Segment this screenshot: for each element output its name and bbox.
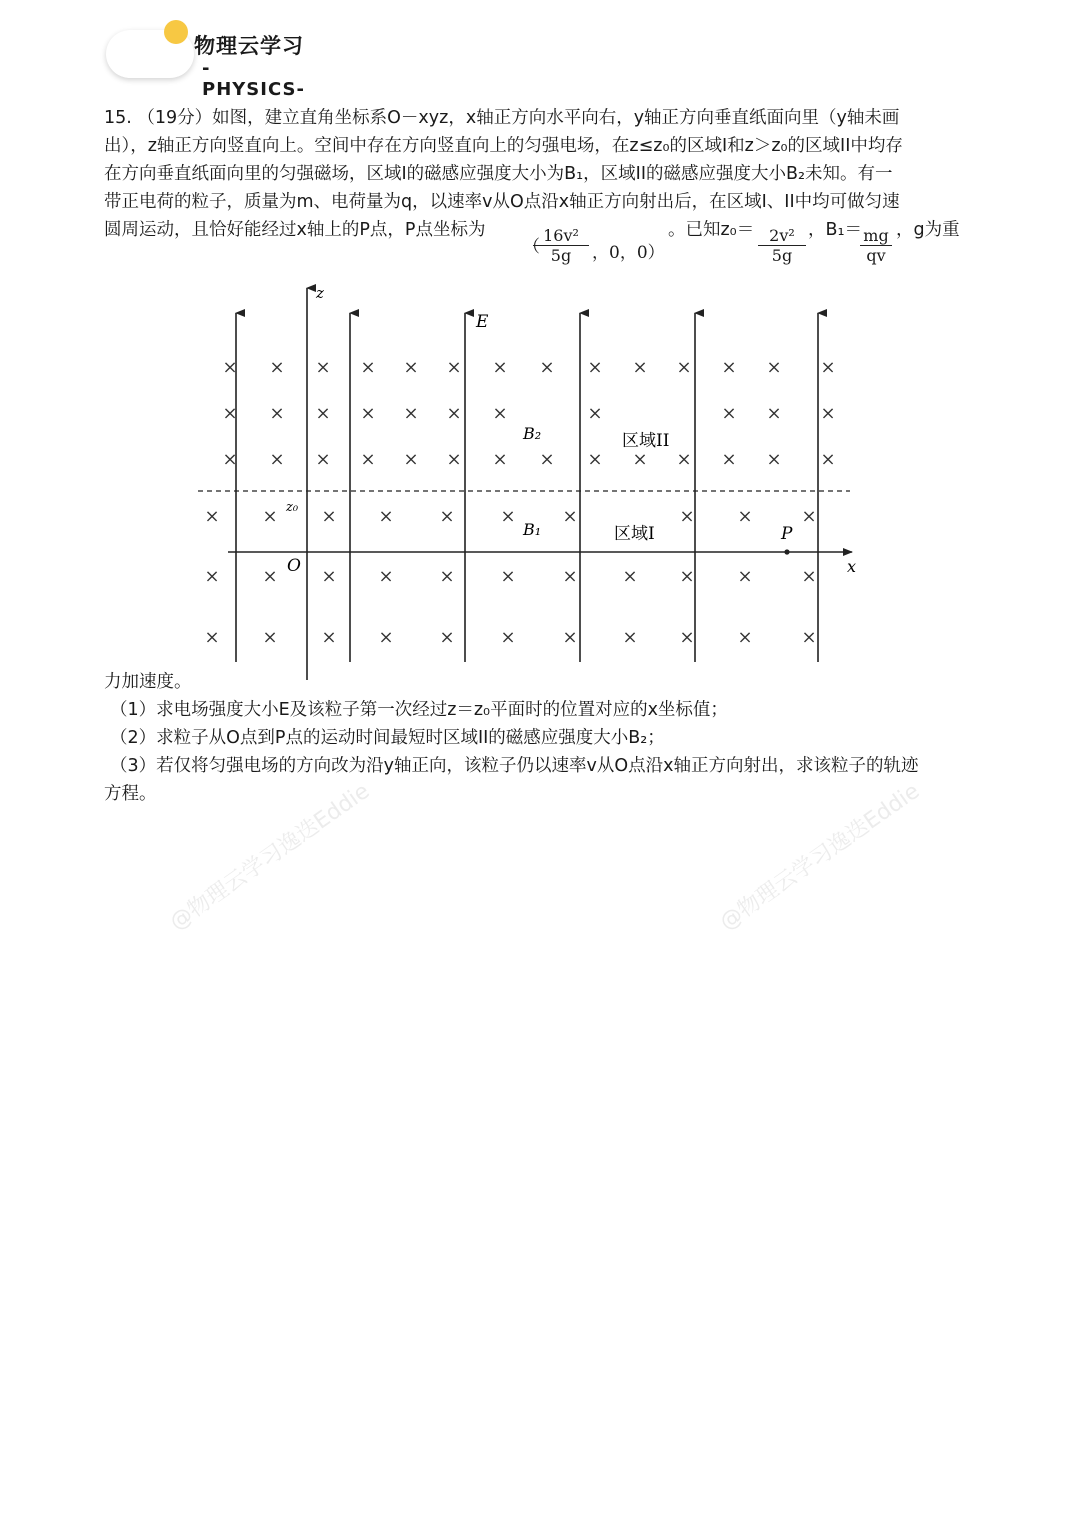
field-cross: × <box>801 627 817 648</box>
field-cross: × <box>222 403 238 424</box>
field-cross: × <box>820 449 836 470</box>
field-cross: × <box>562 627 578 648</box>
field-cross: × <box>766 357 782 378</box>
field-cross: × <box>378 566 394 587</box>
point-p <box>784 549 789 554</box>
z0-num: 2v² <box>758 226 806 246</box>
field-cross: × <box>315 403 331 424</box>
field-cross: × <box>262 627 278 648</box>
field-cross: × <box>439 627 455 648</box>
bulb-icon <box>164 20 188 44</box>
field-cross: × <box>500 506 516 527</box>
field-cross: × <box>262 566 278 587</box>
subquestion-2: （2）求粒子从O点到P点的运动时间最短时区域II的磁感应强度大小B₂； <box>110 728 665 748</box>
field-cross: × <box>321 627 337 648</box>
field-cross: × <box>721 403 737 424</box>
field-cross: × <box>820 403 836 424</box>
field-cross: × <box>492 403 508 424</box>
field-cross: × <box>439 506 455 527</box>
field-cross: × <box>262 506 278 527</box>
question-continuation <box>104 668 1004 808</box>
subquestion-3: （3）若仅将匀强电场的方向改为沿y轴正向，该粒子仍以速率v从O点沿x轴正方向射出，求该粒子的轨迹 <box>110 756 919 776</box>
field-cross: × <box>204 627 220 648</box>
field-cross: × <box>360 449 376 470</box>
field-cross: × <box>446 449 462 470</box>
field-cross: × <box>315 449 331 470</box>
p-coord-num: 16v² <box>533 226 589 246</box>
field-cross: × <box>679 627 695 648</box>
label-e: E <box>476 312 489 332</box>
field-cross: × <box>222 449 238 470</box>
subquestion-3-cont: 方程。 <box>104 784 157 804</box>
field-cross: × <box>492 449 508 470</box>
field-cross: × <box>539 357 555 378</box>
z0-fraction <box>758 226 806 265</box>
field-cross: × <box>562 506 578 527</box>
field-cross: × <box>321 506 337 527</box>
label-region-1: 区域I <box>614 524 655 544</box>
field-cross: × <box>204 566 220 587</box>
field-cross: × <box>321 566 337 587</box>
field-cross: × <box>679 566 695 587</box>
logo <box>106 20 306 100</box>
field-cross: × <box>204 506 220 527</box>
field-cross: × <box>315 357 331 378</box>
field-cross: × <box>378 627 394 648</box>
field-cross: × <box>403 403 419 424</box>
field-cross: × <box>766 449 782 470</box>
line5-tail: 。已知z₀＝ <box>668 220 755 240</box>
z0-den: 5g <box>771 246 793 265</box>
field-cross: × <box>801 506 817 527</box>
label-z0: z₀ <box>286 500 299 515</box>
subquestion-1: （1）求电场强度大小E及该粒子第一次经过z＝z₀平面时的位置对应的x坐标值； <box>110 700 728 720</box>
field-cross: × <box>622 566 638 587</box>
field-cross: × <box>587 403 603 424</box>
field-cross: × <box>622 627 638 648</box>
field-cross: × <box>500 627 516 648</box>
b1-num: mg <box>860 226 892 246</box>
field-cross: × <box>587 449 603 470</box>
field-cross: × <box>676 449 692 470</box>
p-coord-open: （ <box>523 237 540 257</box>
field-cross: × <box>539 449 555 470</box>
field-cross: × <box>562 566 578 587</box>
label-region-2: 区域II <box>622 431 670 451</box>
watermark: @物理云学习逸迭Eddie <box>715 778 925 936</box>
label-x: x <box>847 557 857 576</box>
field-cross: × <box>360 357 376 378</box>
field-cross: × <box>679 506 695 527</box>
p-coord-fraction <box>533 226 589 265</box>
field-cross: × <box>492 357 508 378</box>
field-cross: × <box>269 403 285 424</box>
field-cross: × <box>403 449 419 470</box>
field-cross: × <box>446 357 462 378</box>
b1-fraction <box>860 226 892 265</box>
logo-title: 物理云学习 <box>194 34 304 58</box>
field-cross: × <box>676 357 692 378</box>
field-cross: × <box>737 627 753 648</box>
continuation-line: 力加速度。 <box>104 672 192 692</box>
field-cross: × <box>360 403 376 424</box>
label-b2: B₂ <box>523 424 542 443</box>
g-tail: ，g为重 <box>896 220 960 240</box>
field-cross: × <box>587 357 603 378</box>
field-cross: × <box>766 403 782 424</box>
label-b1: B₁ <box>523 520 542 539</box>
b1-den: qv <box>866 246 886 265</box>
question-line: 在方向垂直纸面向里的匀强磁场，区域I的磁感应强度大小为B₁，区域II的磁感应强度大小B₂未知。有一 <box>104 164 893 184</box>
field-cross: × <box>269 449 285 470</box>
question-line: 15. （19分）如图，建立直角坐标系O－xyz，x轴正方向水平向右，y轴正方向垂直纸面向里（y轴未画 <box>104 108 900 128</box>
field-cross: × <box>222 357 238 378</box>
b1-prefix: ，B₁＝ <box>808 220 863 240</box>
field-cross: × <box>737 566 753 587</box>
field-cross: × <box>269 357 285 378</box>
field-diagram <box>190 280 870 685</box>
field-cross: × <box>820 357 836 378</box>
field-cross: × <box>721 449 737 470</box>
magnetic-field-crosses <box>204 357 835 648</box>
label-p: P <box>781 524 793 544</box>
field-cross: × <box>632 449 648 470</box>
label-z: z <box>316 284 324 302</box>
question-line: 带正电荷的粒子，质量为m、电荷量为q，以速率v从O点沿x轴正方向射出后，在区域I、II中均可做匀速 <box>104 192 900 212</box>
field-cross: × <box>403 357 419 378</box>
logo-subtitle: -PHYSICS- <box>202 58 305 100</box>
field-cross: × <box>801 566 817 587</box>
field-cross: × <box>632 357 648 378</box>
field-cross: × <box>737 506 753 527</box>
label-o: O <box>287 556 301 576</box>
field-cross: × <box>439 566 455 587</box>
field-cross: × <box>500 566 516 587</box>
question-line: 出），z轴正方向竖直向上。空间中存在方向竖直向上的匀强电场，在z≤z₀的区域I和z＞z₀的区域II中均存 <box>104 136 903 156</box>
question-line-5: 圆周运动，且恰好能经过x轴上的P点，P点坐标为 <box>104 220 486 240</box>
p-coord-den: 5g <box>550 246 572 265</box>
p-coord-rest: ，0，0） <box>592 243 665 263</box>
field-cross: × <box>721 357 737 378</box>
field-cross: × <box>378 506 394 527</box>
field-cross: × <box>446 403 462 424</box>
watermark: @物理云学习逸迭Eddie <box>165 778 375 936</box>
